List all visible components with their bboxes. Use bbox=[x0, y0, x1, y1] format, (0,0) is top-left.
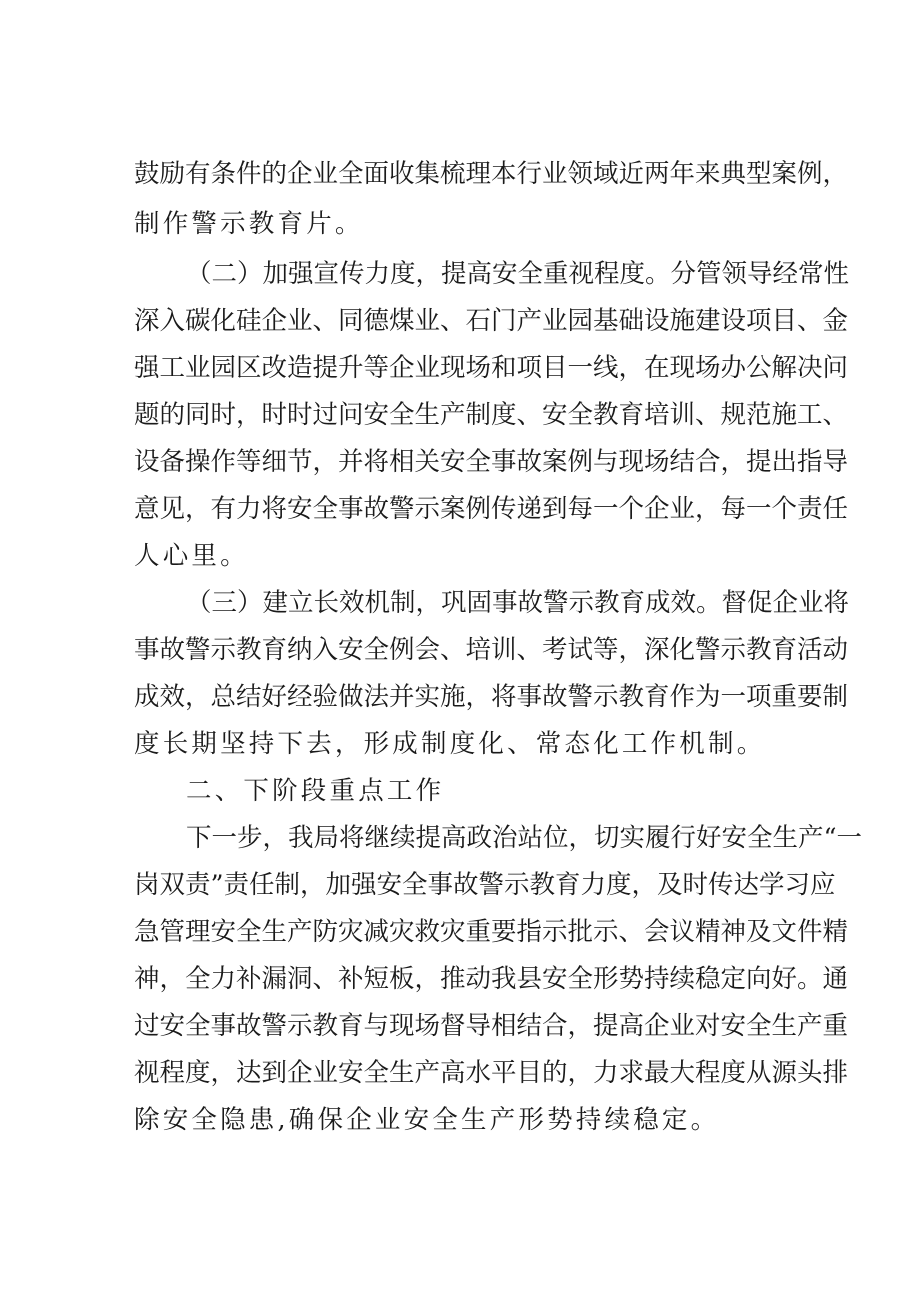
paragraph-line: 设备操作等细节，并将相关安全事故案例与现场结合，提出指导 bbox=[134, 447, 849, 477]
paragraph-line: 强工业园区改造提升等企业现场和项目一线，在现场办公解决问 bbox=[134, 353, 849, 383]
paragraph-line: 成效，总结好经验做法并实施，将事故警示教育作为一项重要制 bbox=[134, 682, 849, 712]
section-heading: 二、下阶段重点工作 bbox=[186, 776, 445, 806]
paragraph-line: 除安全隐患,确保企业安全生产形势持续稳定。 bbox=[134, 1105, 720, 1135]
paragraph-line: 题的同时，时时过问安全生产制度、安全教育培训、规范施工、 bbox=[134, 400, 849, 430]
paragraph-line: 视程度，达到企业安全生产高水平目的，力求最大程度从源头排 bbox=[134, 1058, 849, 1088]
paragraph-line: 神，全力补漏洞、补短板，推动我县安全形势持续稳定向好。通 bbox=[134, 964, 849, 994]
paragraph-line: 过安全事故警示教育与现场督导相结合，提高企业对安全生产重 bbox=[134, 1011, 849, 1041]
paragraph-line: （三）建立长效机制，巩固事故警示教育成效。督促企业将 bbox=[186, 588, 850, 618]
paragraph-line: 意见，有力将安全事故警示案例传递到每一个企业，每一个责任 bbox=[134, 494, 849, 524]
paragraph-line: 人心里。 bbox=[134, 541, 249, 571]
paragraph-line: 急管理安全生产防灾减灾救灾重要指示批示、会议精神及文件精 bbox=[134, 917, 849, 947]
paragraph-line: 度长期坚持下去，形成制度化、常态化工作机制。 bbox=[134, 729, 766, 759]
paragraph-line: 深入碳化硅企业、同德煤业、石门产业园基础设施建设项目、金 bbox=[134, 306, 849, 336]
paragraph-line: 岗双责”责任制，加强安全事故警示教育力度，及时传达学习应 bbox=[134, 870, 836, 900]
paragraph-line: 制作警示教育片。 bbox=[134, 209, 364, 239]
paragraph-line: 鼓励有条件的企业全面收集梳理本行业领域近两年来典型案例， bbox=[134, 159, 849, 189]
paragraph-line: （二）加强宣传力度，提高安全重视程度。分管领导经常性 bbox=[186, 259, 850, 289]
paragraph-line: 下一步，我局将继续提高政治站位，切实履行好安全生产“一 bbox=[186, 823, 863, 853]
paragraph-line: 事故警示教育纳入安全例会、培训、考试等，深化警示教育活动 bbox=[134, 635, 849, 665]
